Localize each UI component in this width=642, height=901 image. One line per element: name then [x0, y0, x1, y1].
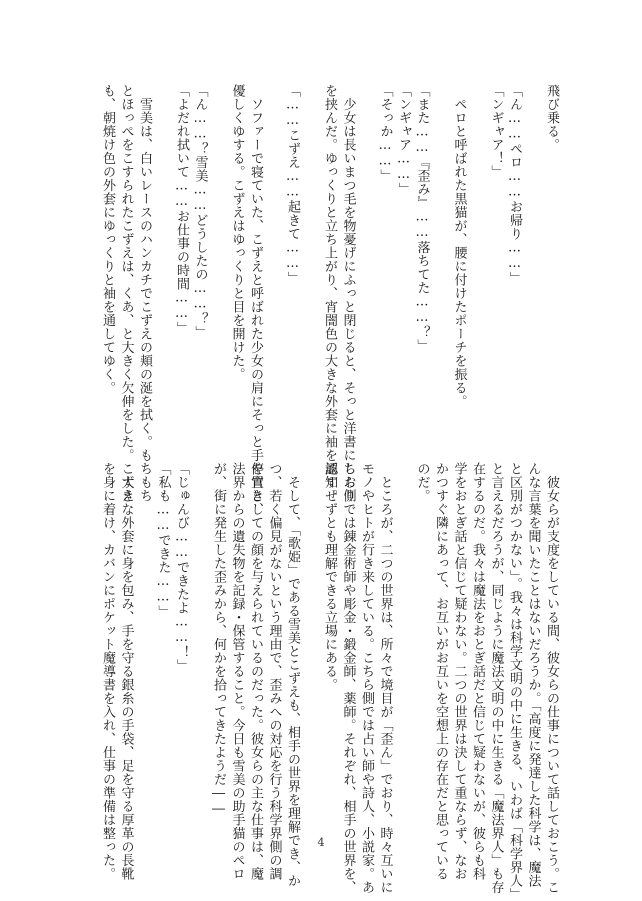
text-column	[209, 84, 228, 384]
text-column	[301, 84, 320, 384]
text-column	[394, 462, 413, 762]
text-column: そして、「歌姫」である雪美とこずえも、相手の世界を理解でき、か	[285, 462, 300, 888]
text-column: 「ンギャア……」	[396, 84, 411, 196]
text-column	[135, 462, 154, 762]
text-column: 大きな外套に身を包み、手を守る銀糸の手袋、足を守る厚革の長靴	[118, 462, 134, 881]
text-column: つ、若く偏見がないという理由で、歪みへの対応を行う科学界側の調	[266, 462, 282, 881]
text-column: 「ん……？雪美……どうしたの……？」	[192, 84, 208, 339]
text-column	[264, 84, 283, 384]
text-column: モノやヒトが行き来している。こちら側では占い師や詩人、小説家。あ	[359, 462, 374, 894]
text-column: を身に着け、カバンにポケット魔導書を入れ、仕事の準備は整った。	[100, 462, 115, 881]
text-column: 「そっか……」	[377, 84, 393, 183]
text-column: 飛び乗る。	[544, 84, 559, 152]
text-column	[357, 84, 376, 384]
text-column: 「私も……できた……」	[155, 462, 171, 619]
text-column: とほっぺをこすられたこずえは、くあ、と大きく欠伸をした。こずえ	[118, 84, 134, 503]
text-column: 「ん……ペロ……お帰り……」	[507, 84, 522, 285]
text-column: が、街に発生した歪みから、何かを拾ってきたようだ――	[211, 462, 226, 817]
text-column: 「じゅんび……できたよ……！」	[174, 462, 189, 673]
text-column: かつすぐ隣にあって、お互いがお互いを空想上の存在だと思っている	[433, 462, 448, 881]
text-column: 「……こずえ……起きて……」	[285, 84, 300, 285]
text-column: ところが、二つの世界は、所々で境目が「歪ん」でおり、時々互いに	[377, 462, 393, 894]
text-column	[468, 84, 487, 384]
text-column: 少女は長いまつ毛を物憂げにふっと閉じると、そっと洋書にしおり	[340, 84, 356, 503]
text-column	[301, 462, 320, 762]
text-column: 認知せずとも理解できる立場にある。	[322, 462, 337, 692]
text-column: 彼女らが支度をしている間、彼女らの仕事について話しておこう。こ	[544, 462, 559, 894]
text-column: 優しくゆする。こずえはゆっくりと目を開けた。	[229, 84, 245, 381]
text-column: 法界からの遺失物を記録・保管すること。今日も雪美の助手猫のペロ	[229, 462, 245, 881]
text-column: 雪美は、白いレースのハンカチでこずえの頬の涎を拭く。もちもち	[137, 84, 152, 503]
text-column: 「また……『歪み』……落ちてた……？」	[414, 84, 430, 353]
text-column: 在するのだ。我々は魔法をおとぎ話だと信じて疑わないが、彼らも科	[470, 462, 485, 881]
text-column: のだ。	[414, 462, 430, 503]
text-column: ソファーで寝ていた、こずえと呼ばれた少女の肩にそっと手を置き、	[248, 84, 263, 516]
page-number: 4	[317, 836, 325, 849]
text-column: も、朝焼け色の外套にゆっくりと袖を通してゆく。	[100, 84, 115, 395]
text-column: と言えるだろうが、同じように魔法文明の中に生きる「魔法界人」も存	[488, 462, 504, 894]
text-column: を挟んだ。ゆっくりと立ち上がり、宵闇色の大きな外套に袖を通す。	[322, 84, 337, 503]
text-column: ちら側では錬金術師や彫金・鍛金師、薬師。それぞれ、相手の世界を、	[340, 462, 356, 894]
text-column: ペロと呼ばれた黒猫が、腰に付けたポーチを振る。	[451, 84, 467, 408]
text-column: と区別がつかない」。我々は科学文明の中に生きる、いわば「科学界人」	[507, 462, 522, 901]
text-column	[190, 462, 209, 762]
text-column: 「よだれ拭いて……お仕事の時間……」	[174, 84, 189, 335]
lower-text-block	[90, 462, 560, 901]
text-column	[431, 84, 450, 384]
text-column	[523, 84, 542, 384]
lower-columns	[98, 462, 561, 901]
text-column: 学をおとぎ話と信じて疑わない。二つの世界は決して重ならず、なお	[451, 462, 467, 881]
text-column: 「ンギャア！」	[488, 84, 504, 179]
text-column	[153, 84, 172, 384]
text-column: んな言葉を聞いたことはないだろうか。「高度に発達した科学は、魔法	[525, 462, 541, 888]
text-column: 停官としての顔を与えられているのだった。彼女らの主な仕事は、魔	[248, 462, 263, 881]
